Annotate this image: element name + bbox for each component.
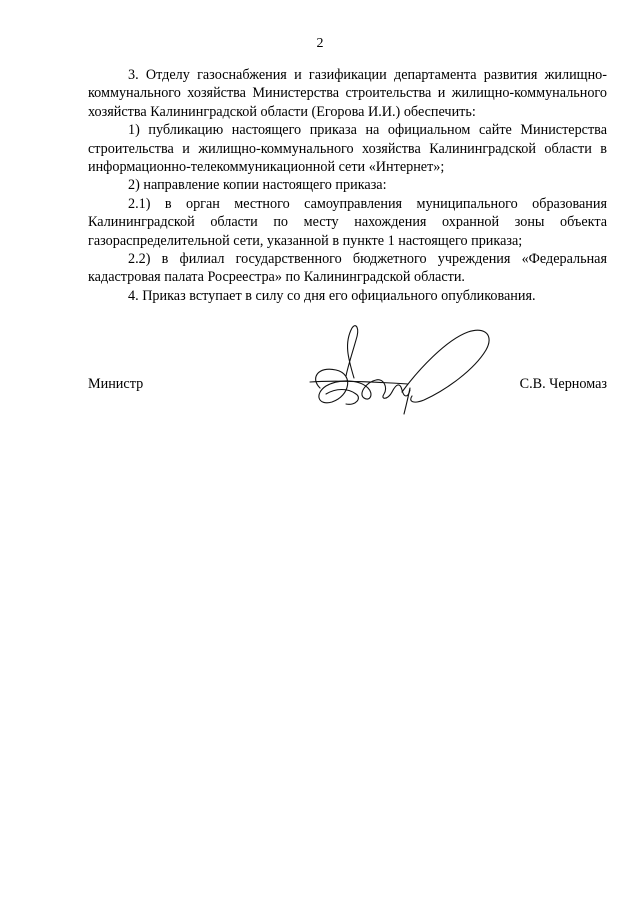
handwritten-signature bbox=[296, 318, 516, 418]
paragraph-subitem-2: 2) направление копии настоящего приказа: bbox=[128, 177, 387, 194]
page-number: 2 bbox=[316, 36, 324, 51]
paragraph-item-4: 4. Приказ вступает в силу со дня его официального опубликования. bbox=[128, 287, 536, 304]
signer-position: Министр bbox=[88, 376, 144, 392]
paragraph-item-3: 3. Отделу газоснабжения и газификации департамента развития жилищно-коммунального хозяйства Министерства строительства и жилищно-коммунального хозяйства Калининградской области (Егорова И.И.) обеспечить: bbox=[88, 67, 607, 120]
paragraph-subitem-1: 1) публикацию настоящего приказа на официальном сайте Министерства строительства и жилищно-коммунального хозяйства Калининградской области в информационно-телекоммуникационной сети «Интернет»; bbox=[88, 122, 607, 176]
paragraph-subitem-2-2: 2.2) в филиал государственного бюджетного учреждения «Федеральная кадастровая палата Росреестра» по Калининградской области. bbox=[88, 251, 607, 286]
document-body bbox=[88, 66, 607, 305]
paragraph-subitem-2-1: 2.1) в орган местного самоуправления муниципального образования Калининградской области по месту нахождения охранной зоны объекта газораспределительной сети, указанной в пункте 1 настоящего приказа; bbox=[88, 195, 607, 249]
signer-name: С.В. Черномаз bbox=[519, 376, 607, 392]
